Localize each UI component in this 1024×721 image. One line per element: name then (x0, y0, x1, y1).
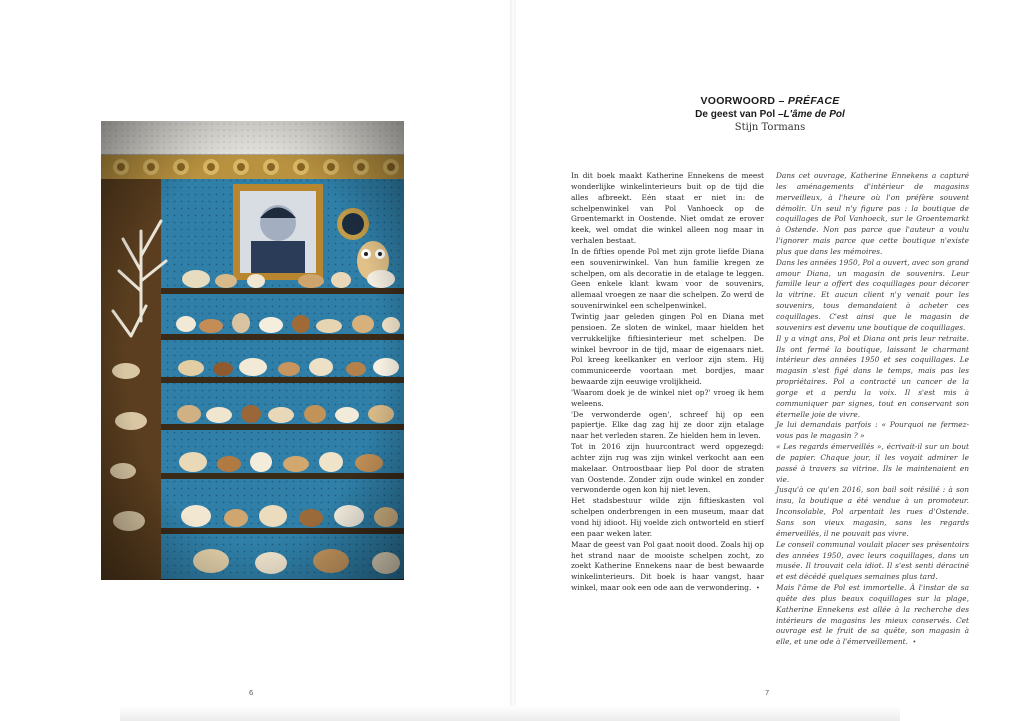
paragraph: In dit boek maakt Katherine Ennekens de meest wonderlijke winkelinterieurs buit op de tijd die alles afbreekt. Eén staat er niet in: de schelpenwinkel van Pol Vanhoeck op de Groentemarkt in Oostende. Niet omdat ze erover keek, wel omdat die winkel alleen nog maar in verhalen bestaat. (571, 171, 764, 246)
shell-shop-photo (101, 121, 404, 580)
paragraph: 'Waarom doek je de winkel niet op?' vroeg ik hem weleens. (571, 387, 764, 408)
paragraph: Jusqu'à ce qu'en 2016, son bail soit résilié : à son insu, la boutique a été vendue à un promoteur. Inconsolable, Pol arpentait les rues d'Ostende. Sans son vieux magasin, sans les regards émerveillés, il ne pouvait pas vivre. (776, 485, 969, 538)
paragraph: Mais l'âme de Pol est immortelle. À l'instar de sa quête des plus beaux coquillages sur la plage, Katherine Ennekens est allée à la recherche des intérieurs de magasins les mieux conservés. Cet ouvrage est le fruit de sa quête, son magasin à elle, et une ode à l'émerveillement. • (776, 583, 969, 647)
paragraph: Het stadsbestuur wilde zijn fiftieskasten vol schelpen onderbrengen in een museum, maar dat vond hij idioot. Hij voelde zich ontworteld en stierf een paar weken later. (571, 496, 764, 538)
dutch-text-column (571, 171, 764, 595)
chapter-header (640, 95, 900, 133)
chapter-title: VOORWOORD – PRÉFACE (700, 95, 840, 107)
paragraph: Dans les années 1950, Pol a ouvert, avec son grand amour Diana, un magasin de souvenirs. Leur famille leur a offert des coquillages pour décorer la vitrine. Et aucun client n'y venait pour les souvenirs, tous demandaient à acheter ces coquillages. C'est ainsi que le magasin de souvenirs est devenu une boutique de coquillages. (776, 257, 969, 332)
chapter-subtitle: De geest van Pol –L'âme de Pol (695, 109, 845, 120)
paragraph: Maar de geest van Pol gaat nooit dood. Zoals hij op het strand naar de mooiste schelpen zocht, zo zoekt Katherine Ennekens naar de best bewaarde winkelinterieurs. Dit boek is haar vangst, haar winkel, maar ook een ode aan de verwondering. • (571, 539, 764, 593)
paragraph: Le conseil communal voulait placer ses présentoirs des années 1950, avec leurs coquillages, dans un musée. Il trouvait cela idiot. Il s'est senti déraciné et est décédé quelques semaines plus tard. (776, 539, 969, 582)
end-mark: • (912, 639, 917, 647)
end-mark: • (756, 585, 760, 593)
paragraph: Dans cet ouvrage, Katherine Ennekens a capturé les aménagements d'intérieur de magasins merveilleux, à l'heure où l'on préfère souvent démolir. Un seul n'y figure pas : la boutique de coquillages de Pol Vanhoeck, sur le Groentemarkt à Ostende. Non pas parce que l'auteur a voulu l'ignorer mais parce que cette boutique n'existe plus que dans les mémoires. (776, 171, 969, 256)
paragraph: Je lui demandais parfois : « Pourquoi ne fermez-vous pas le magasin ? » (776, 420, 969, 441)
page-number-right: 7 (765, 688, 770, 697)
paragraph: Il y a vingt ans, Pol et Diana ont pris leur retraite. Ils ont fermé la boutique, laissant le charmant intérieur des années 1950 et ses coquillages. Le magasin s'est figé dans le temps, mais pas les propriétaires. Pol a contracté un cancer de la gorge et a perdu la voix. Il s'est mis à communiquer par signes, tout en conservant son éternelle joie de vivre. (776, 333, 969, 419)
author-name: Stijn Tormans (734, 122, 806, 133)
paragraph: « Les regards émerveillés », écrivait-il sur un bout de papier. Chaque jour, il les voyait admirer le passé à travers sa vitrine. Ils le maintenaient en vie. (776, 442, 969, 484)
paragraph: 'De verwonderde ogen', schreef hij op een papiertje. Elke dag zag hij ze door zijn etalage naar het verleden staren. Ze hielden hem in leven. (571, 409, 764, 441)
page-number-left: 6 (249, 688, 254, 697)
french-text-column (776, 171, 969, 649)
page-gutter (510, 0, 516, 721)
paragraph: Tot in 2016 zijn huurcontract werd opgezegd: achter zijn rug was zijn winkel verkocht aan een makelaar. Ontroostbaar liep Pol door de straten van Oostende. Zonder zijn oude winkel en zonder verwonderde ogen kon hij niet leven. (571, 442, 764, 495)
paragraph: In de fifties opende Pol met zijn grote liefde Diana een souvenirwinkel. Van hun familie kregen ze schelpen, om als decoratie in de etalage te leggen. Geen enkele klant kwam voor de souvenirs, allemaal vroegen ze naar die schelpen. Zo werd de souvenirwinkel een schelpenwinkel. (571, 246, 764, 311)
paragraph: Twintig jaar geleden gingen Pol en Diana met pensioen. Ze sloten de winkel, maar hielden het verrukkelijke fiftiesinterieur met schelpen. De winkel bevroor in de tijd, maar de eigenaars niet. Pol kreeg keelkanker en verloor zijn stem. Hij communiceerde voortaan met bordjes, maar bewaarde zijn eeuwige vrolijkheid. (571, 311, 764, 387)
page-shadow (120, 706, 900, 721)
